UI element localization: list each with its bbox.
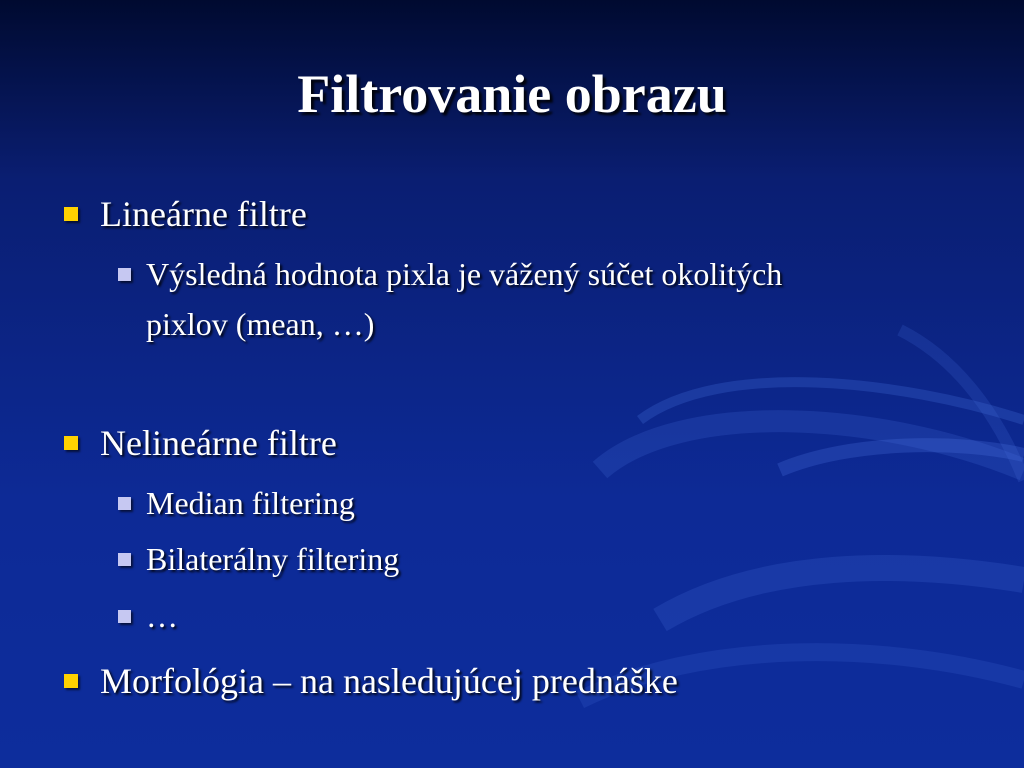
level1-bullet-square bbox=[64, 207, 78, 221]
level1-bullet-square bbox=[64, 674, 78, 688]
level2-bullet-square bbox=[118, 610, 131, 623]
level2-bullet-square bbox=[118, 553, 131, 566]
sub-bullet-median-filtering: Median filtering bbox=[146, 485, 355, 521]
sub-bullet-ellipsis: … bbox=[146, 598, 178, 634]
sub-bullet-vysledna-hodnota-cont: pixlov (mean, …) bbox=[146, 306, 375, 342]
sub-bullet-vysledna-hodnota: Výsledná hodnota pixla je vážený súčet okolitých bbox=[146, 256, 783, 292]
level2-bullet-square bbox=[118, 268, 131, 281]
slide-title: Filtrovanie obrazu bbox=[297, 64, 727, 124]
bullet-linearne-filtre: Lineárne filtre bbox=[100, 194, 307, 234]
sub-bullet-bilateralny-filtering: Bilaterálny filtering bbox=[146, 541, 400, 577]
bullet-morfologia: Morfológia – na nasledujúcej prednáške bbox=[100, 661, 678, 701]
level1-bullet-square bbox=[64, 436, 78, 450]
bullet-nelinearne-filtre: Nelineárne filtre bbox=[100, 423, 337, 463]
level2-bullet-square bbox=[118, 497, 131, 510]
